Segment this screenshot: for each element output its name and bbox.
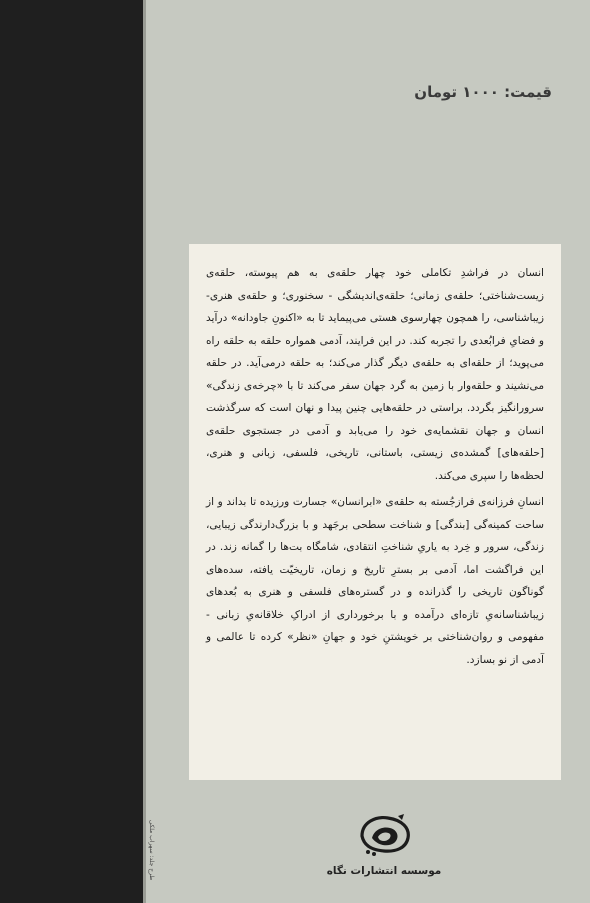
designer-credit	[146, 810, 158, 890]
price-label: قیمت: ۱۰۰۰ تومان	[414, 83, 552, 101]
blurb-paragraph-2: انسانِ فرزانه‌ی فرازجُسته به حلقه‌ی «ابرانسان» جسارت ورزیده تا بداند و از ساحت کمینه‌گی [بندگی] و شناخت سطحی برجَهد و با بزرگ‌دارندگی زیبایی، زندگی، سرور و خِرد به یاریِ شناختِ انتقادی، شامگاه بت‌ها را گمانه زند. در این فراگشت اما، آدمی بر بسترِ تاریخ و زمان، تاریخیّت یافته، سده‌های گوناگون تاریخی را گذرانده و در گستره‌های فلسفی و هنری به بُعدهای زیباشناسانه‌یِ تازه‌ای درآمده و با برخورداری از ادراکِ خلاقانه‌یِ زبانی - مفهومی و روان‌شناختی بر خویشتنِ خود و جهانِ «نظر» کرده تا عالمی و آدمی از نو بسازد.	[206, 496, 544, 666]
spine-edge	[143, 0, 146, 903]
blurb-panel	[189, 244, 561, 780]
negah-publisher-logo-icon	[356, 810, 416, 858]
book-spine	[0, 0, 143, 903]
blurb-paragraph-1: انسان در فراشدِ تکاملی خود چهار حلقه‌ی به هم پیوسته، حلقه‌ی زیست‌شناختی؛ حلقه‌ی زمانی؛ حلقه‌ی‌اندیشگی - سخنوری؛ و حلقه‌ی هنری- زیباشناسی، را همچون چهارسوی هستی می‌پیماید تا به «اکنونِ جاودانه» درآید و فضایِ فرابُعدی را تجربه کند. در این فرایند، آدمی همواره حلقه به حلقه راه می‌پوید؛ از حلقه‌ای به حلقه‌ی دیگر گذار می‌کند؛ به حلقه درمی‌آید. در حلقه می‌نشیند و حلقه‌وار با زمین به گرد جهان سفر می‌کند تا با «چرخه‌ی زندگی» سرورانگیز بگردد. براستی در حلقه‌هایی چنین پیدا و نهان است که سرگذشت انسان و جهان نقشمایه‌ی خود را می‌یابد و آدمی در جستجوی حلقه‌ی [حلقه‌های] گمشده‌ی زیستی، باستانی، تاریخی، فلسفی، زبانی و هنری، لحظه‌ها را سپری می‌کند.	[206, 267, 544, 482]
publisher-name: موسسه انتشارات نگاه	[326, 865, 442, 877]
designer-credit-text: طرح جلد: سهراب ملکی	[148, 819, 155, 881]
